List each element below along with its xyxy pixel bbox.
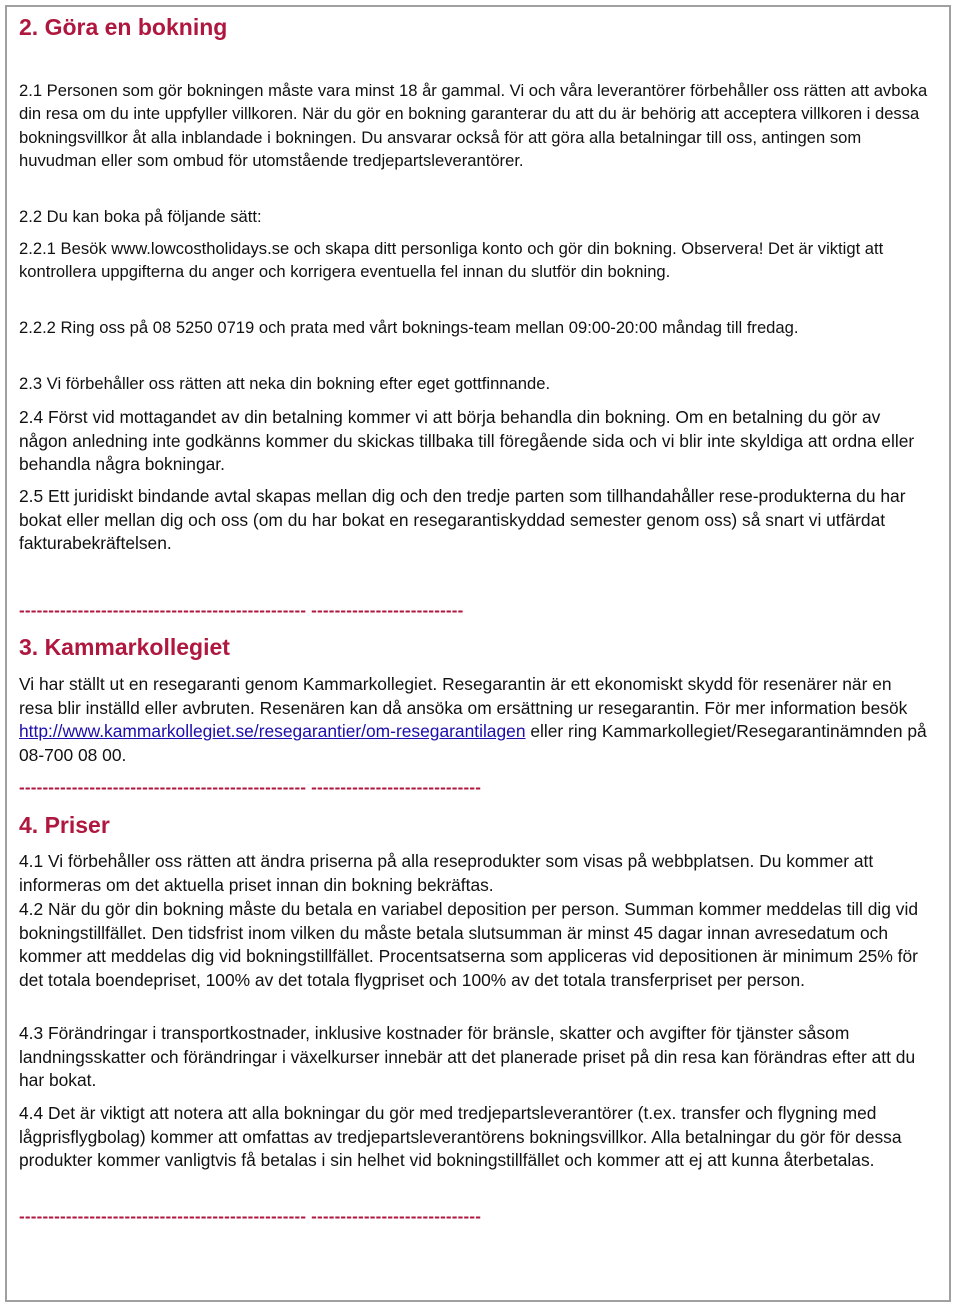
- section-3-heading: 3. Kammarkollegiet: [19, 634, 230, 660]
- paragraph-2-2-2: 2.2.2 Ring oss på 08 5250 0719 och prata med vårt boknings-team mellan 09:00-20:00 måndag till fredag.: [19, 318, 799, 337]
- paragraph-4-4: 4.4 Det är viktigt att notera att alla bokningar du gör med tredjepartsleverantörer (t.ex. transfer och flygning med lågprisflygbolag) kommer att omfattas av tredjepartsleverantörens bokningsvillkor. Alla betalningar du gör för dessa produkter kommer vanligtvis få betalas i sin helhet vid bokningstillfället och kommer att ej att kunna återbetalas.: [19, 1103, 902, 1171]
- paragraph-2-2: 2.2 Du kan boka på följande sätt:: [19, 207, 262, 226]
- paragraph-4-2: 4.2 När du gör din bokning måste du betala en variabel deposition per person. Summan kommer meddelas till dig vid bokningstillfället. Den tidsfrist inom vilken du måste betala slutsumman är minst 45 dagar innan avresedatum och kommer att meddelas dig vid bokningstillfället. Procentsatserna som appliceras vid depositionen är minimum 25% för det totala boendepriset, 100% av det totala flygpriset och 100% av det totala transferpriset per person.: [19, 899, 919, 990]
- paragraph-2-2-1: 2.2.1 Besök www.lowcostholidays.se och skapa ditt personliga konto och gör din bokning. Observera! Det är viktigt att kontrollera uppgifterna du anger och korrigera eventuella fel innan du slutför din bokning.: [19, 239, 884, 282]
- paragraph-2-3: 2.3 Vi förbehåller oss rätten att neka din bokning efter eget gottfinnande.: [19, 374, 551, 393]
- paragraph-kammarkollegiet: [19, 673, 930, 767]
- section-4-heading: 4. Priser: [19, 812, 110, 838]
- paragraph-2-1: 2.1 Personen som gör bokningen måste vara minst 18 år gammal. Vi och våra leverantörer förbehåller oss rätten att avboka din resa om du inte uppfyller villkoren. När du gör en bokning garanterar du att du är behörig att acceptera villkoren i dessa bokningsvillkor åt alla inblandade i bokningen. Du ansvarar också för att göra alla betalningar till oss, antingen som huvudman eller som ombud för utomstående tredjepartsleverantörer.: [19, 81, 928, 170]
- paragraph-4-1: 4.1 Vi förbehåller oss rätten att ändra priserna på alla reseprodukter som visas på webbplatsen. Du kommer att informeras om det aktuella priset innan din bokning bekräftas.: [19, 851, 874, 895]
- divider: ------------------------------------------------- -----------------------------: [19, 778, 482, 797]
- section-2-heading: 2. Göra en bokning: [19, 14, 228, 40]
- kammarkollegiet-text-after: eller ring Kammarkollegiet/Resegarantinämnden på 08-700 08 00.: [19, 721, 927, 765]
- divider: ------------------------------------------------- --------------------------: [19, 601, 464, 620]
- paragraph-2-4: 2.4 Först vid mottagandet av din betalning kommer vi att börja behandla din bokning. Om en betalning du gör av någon anledning inte godkänns kommer du skickas tillbaka till föregående sida och vi blir inte skyldiga att ordna eller behandla några bokningar.: [19, 407, 915, 475]
- divider: ------------------------------------------------- -----------------------------: [19, 1207, 482, 1226]
- kammarkollegiet-text: Vi har ställt ut en resegaranti genom Kammarkollegiet. Resegarantin är ett ekonomiskt skydd för resenärer när en resa blir inställd eller avbruten. Resenären kan då ansöka om ersättning ur resegarantin. För mer information besök: [19, 674, 908, 718]
- kammarkollegiet-link[interactable]: http://www.kammarkollegiet.se/resegarantier/om-resegarantilagen: [19, 721, 526, 742]
- paragraph-4-3: 4.3 Förändringar i transportkostnader, inklusive kostnader för bränsle, skatter och avgifter för tjänster såsom landningsskatter och förändringar i växelkurser innebär att det planerade priset på din resa kan förändras efter att du har bokat.: [19, 1023, 916, 1091]
- paragraph-2-5: 2.5 Ett juridiskt bindande avtal skapas mellan dig och den tredje parten som tillhandahåller rese-produkterna du har bokat eller mellan dig och oss (om du har bokat en resegarantiskyddad semester genom oss) så snart vi utfärdat fakturabekräftelsen.: [19, 486, 906, 554]
